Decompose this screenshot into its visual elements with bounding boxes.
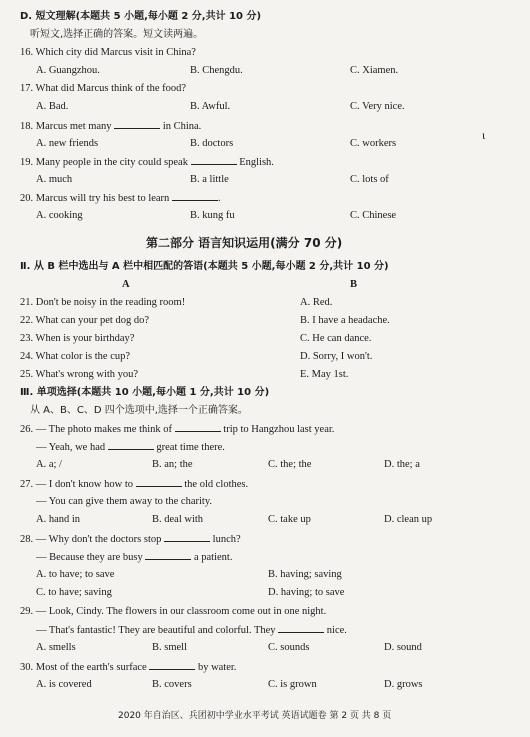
section-iii-instruction: 从 A、B、C、D 四个选项中,选择一个正确答案。 <box>30 405 248 416</box>
q18-stem-end: in China. <box>162 121 202 132</box>
match-row-24-a: 24. What color is the cup? <box>20 351 131 362</box>
q20-blank[interactable] <box>172 191 218 201</box>
q29-line-2-start: — That's fantastic! They are beautiful and colorful. They <box>36 625 276 636</box>
q18-option-c[interactable]: C. workers <box>350 138 397 149</box>
q18-blank[interactable] <box>114 119 160 129</box>
q19-stem-end: English. <box>239 157 274 168</box>
section-ii-heading: Ⅱ. 从 B 栏中选出与 A 栏中相匹配的答语(本题共 5 小题,每小题 2 分,共计 10 分) <box>20 261 389 272</box>
q27-blank[interactable] <box>136 477 182 487</box>
q28-line-2-end: a patient. <box>193 552 233 563</box>
q20-option-b[interactable]: B. kung fu <box>190 210 235 221</box>
q26-line-1 <box>20 422 334 437</box>
match-row-22-b[interactable]: B. I have a headache. <box>300 315 390 326</box>
section-d-instruction: 听短文,选择正确的答案。短文读两遍。 <box>30 29 204 40</box>
q19-option-c[interactable]: C. lots of <box>350 174 389 185</box>
q26-option-c[interactable]: C. the; the <box>268 459 312 470</box>
q28-line-1-start: 28. — Why don't the doctors stop <box>20 534 162 545</box>
q29-option-a[interactable]: A. smells <box>36 642 76 653</box>
q28-line-2-start: — Because they are busy <box>36 552 143 563</box>
q20-option-a[interactable]: A. cooking <box>36 210 83 221</box>
question-19-stem <box>20 155 274 170</box>
q30-option-b[interactable]: B. covers <box>152 679 192 690</box>
q18-option-a[interactable]: A. new friends <box>36 138 99 149</box>
q28-option-a[interactable]: A. to have; to save <box>36 569 115 580</box>
match-row-21-b[interactable]: A. Red. <box>300 297 333 308</box>
page-footer: 2020 年自治区、兵团初中学业水平考试 英语试题卷 第 2 页 共 8 页 <box>118 711 392 721</box>
question-20-stem <box>20 191 221 206</box>
q29-line-2 <box>36 623 347 638</box>
q29-line-1: 29. — Look, Cindy. The flowers in our classroom come out in one night. <box>20 606 327 617</box>
q27-line-1-start: 27. — I don't know how to <box>20 479 134 490</box>
q28-line-1-end: lunch? <box>212 534 241 545</box>
q19-option-a[interactable]: A. much <box>36 174 73 185</box>
q30-option-d[interactable]: D. grows <box>384 679 423 690</box>
q30-line-1-end: by water. <box>197 662 237 673</box>
q28-option-b[interactable]: B. having; saving <box>268 569 342 580</box>
q27-line-2: — You can give them away to the charity. <box>36 496 213 507</box>
q20-stem-end: . <box>217 193 221 204</box>
column-b-label: B <box>350 279 358 290</box>
question-16-stem: 16. Which city did Marcus visit in China? <box>20 47 196 58</box>
q26-option-a[interactable]: A. a; / <box>36 459 62 470</box>
match-row-21-a: 21. Don't be noisy in the reading room! <box>20 297 186 308</box>
q26-line-2-end: great time there. <box>156 442 225 453</box>
match-row-25-a: 25. What's wrong with you? <box>20 369 139 380</box>
q29-option-d[interactable]: D. sound <box>384 642 422 653</box>
q30-blank[interactable] <box>149 660 195 670</box>
q26-line-2-start: — Yeah, we had <box>36 442 106 453</box>
q28-line-1 <box>20 532 241 547</box>
q27-option-d[interactable]: D. clean up <box>384 514 433 525</box>
q30-option-a[interactable]: A. is covered <box>36 679 92 690</box>
q17-option-b[interactable]: B. Awful. <box>190 101 231 112</box>
q27-line-1-end: the old clothes. <box>184 479 249 490</box>
question-17-stem: 17. What did Marcus think of the food? <box>20 83 187 94</box>
match-row-23-a: 23. When is your birthday? <box>20 333 135 344</box>
q16-option-c[interactable]: C. Xiamen. <box>350 65 399 76</box>
q30-option-c[interactable]: C. is grown <box>268 679 317 690</box>
q26-blank-2[interactable] <box>108 440 154 450</box>
column-a-label: A <box>122 279 130 290</box>
question-18-stem <box>20 119 201 134</box>
q29-line-2-end: nice. <box>326 625 347 636</box>
q28-option-d[interactable]: D. having; to save <box>268 587 345 598</box>
q28-line-2 <box>36 550 232 565</box>
q30-line-1 <box>20 660 236 675</box>
match-row-22-a: 22. What can your pet dog do? <box>20 315 149 326</box>
q28-option-c[interactable]: C. to have; saving <box>36 587 112 598</box>
q17-option-a[interactable]: A. Bad. <box>36 101 69 112</box>
q26-line-1-start: 26. — The photo makes me think of <box>20 424 173 435</box>
q26-option-b[interactable]: B. an; the <box>152 459 193 470</box>
q26-line-2 <box>36 440 225 455</box>
q17-option-c[interactable]: C. Very nice. <box>350 101 405 112</box>
q16-option-a[interactable]: A. Guangzhou. <box>36 65 100 76</box>
q20-stem-start: 20. Marcus will try his best to learn <box>20 193 170 204</box>
q26-option-d[interactable]: D. the; a <box>384 459 420 470</box>
q19-blank[interactable] <box>191 155 237 165</box>
margin-pen-mark: ɩ <box>482 128 486 142</box>
match-row-25-b[interactable]: E. May 1st. <box>300 369 349 380</box>
q19-option-b[interactable]: B. a little <box>190 174 229 185</box>
q18-stem-start: 18. Marcus met many <box>20 121 112 132</box>
q29-option-c[interactable]: C. sounds <box>268 642 310 653</box>
q29-blank[interactable] <box>278 623 324 633</box>
q26-line-1-end: trip to Hangzhou last year. <box>223 424 335 435</box>
q27-option-b[interactable]: B. deal with <box>152 514 204 525</box>
q27-line-1 <box>20 477 248 492</box>
q19-stem-start: 19. Many people in the city could speak <box>20 157 188 168</box>
q27-option-c[interactable]: C. take up <box>268 514 311 525</box>
q16-option-b[interactable]: B. Chengdu. <box>190 65 243 76</box>
section-iii-heading: Ⅲ. 单项选择(本题共 10 小题,每小题 1 分,共计 10 分) <box>20 387 270 398</box>
q29-option-b[interactable]: B. smell <box>152 642 188 653</box>
q20-option-c[interactable]: C. Chinese <box>350 210 397 221</box>
q18-option-b[interactable]: B. doctors <box>190 138 234 149</box>
q28-blank-1[interactable] <box>164 532 210 542</box>
q30-line-1-start: 30. Most of the earth's surface <box>20 662 147 673</box>
part-two-title: 第二部分 语言知识运用(满分 70 分) <box>146 236 343 250</box>
match-row-24-b[interactable]: D. Sorry, I won't. <box>300 351 373 362</box>
q28-blank-2[interactable] <box>145 550 191 560</box>
q27-option-a[interactable]: A. hand in <box>36 514 81 525</box>
q26-blank-1[interactable] <box>175 422 221 432</box>
section-d-heading: D. 短文理解(本题共 5 小题,每小题 2 分,共计 10 分) <box>20 11 262 22</box>
match-row-23-b[interactable]: C. He can dance. <box>300 333 372 344</box>
